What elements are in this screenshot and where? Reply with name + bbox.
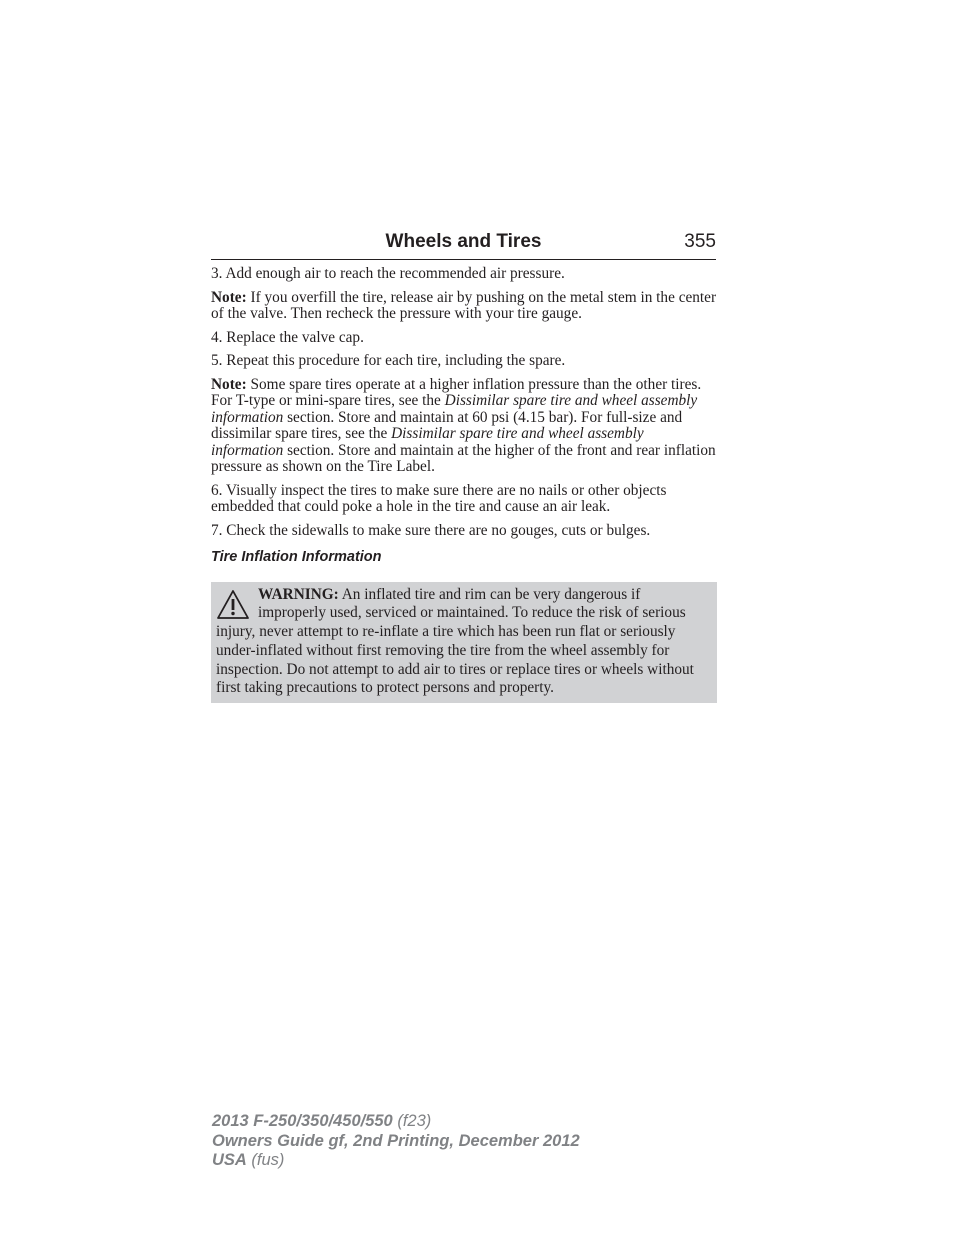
footer-market-code: (fus) (246, 1151, 285, 1169)
section-title: Wheels and Tires (385, 231, 542, 252)
note-label: Note: (211, 375, 247, 393)
footer-market-line (212, 1151, 580, 1171)
footer-edition-line (212, 1132, 580, 1152)
step-3: 3. Add enough air to reach the recommended air pressure. (211, 265, 565, 282)
warning-label: WARNING: (258, 585, 339, 603)
footer-model-code: (f23) (392, 1112, 432, 1130)
warning-text: An inflated tire and rim can be very dangerous if improperly used, serviced or maintained. To reduce the risk of serious injury, never attempt to re-inflate a tire which has been run flat or seriously under-inflated without first removing the tire from the wheel assembly for inspection. Do not attempt to add air to tires or replace tires or wheels without first taking precautions to protect persons and property. (216, 585, 694, 697)
page-number: 355 (684, 231, 716, 252)
footer-model: 2013 F-250/350/450/550 (212, 1112, 393, 1130)
step-6: 6. Visually inspect the tires to make sure there are no nails or other objects embedded that could poke a hole in the tire and cause an air leak. (211, 481, 667, 515)
step-7: 7. Check the sidewalls to make sure there are no gouges, cuts or bulges. (211, 521, 651, 539)
page-header (211, 228, 716, 260)
note-label: Note: (211, 288, 247, 306)
note-text: section. Store and maintain at 60 psi (4.15 bar). For full-size and dissimilar spare tires, see the (211, 408, 683, 442)
cross-reference: Dissimilar spare tire and wheel assembly information (211, 425, 644, 459)
note-text: Some spare tires operate at a higher inflation pressure than the other tires. For T-type or mini-spare tires, see the (211, 375, 702, 409)
footer-edition: Owners Guide gf, 2nd Printing, December 2012 (212, 1131, 580, 1150)
note-text: section. Store and maintain at the higher of the front and rear inflation pressure as shown on the Tire Label. (211, 441, 716, 475)
note-2 (211, 377, 717, 476)
footer-model-line (212, 1112, 580, 1132)
footer-market: USA (212, 1151, 247, 1169)
cross-reference: Dissimilar spare tire and wheel assembly information (211, 392, 698, 426)
step-4: 4. Replace the valve cap. (211, 328, 364, 346)
page-footer (212, 1112, 580, 1171)
warning-box (211, 582, 717, 704)
step-5: 5. Repeat this procedure for each tire, including the spare. (211, 352, 566, 369)
warning-triangle-icon (216, 588, 250, 622)
subsection-heading: Tire Inflation Information (211, 549, 382, 565)
note-text: If you overfill the tire, release air by pushing on the metal stem in the center of the valve. Then recheck the pressure with your tire gauge. (211, 288, 717, 322)
main-content (211, 266, 717, 703)
note-1 (211, 290, 717, 323)
